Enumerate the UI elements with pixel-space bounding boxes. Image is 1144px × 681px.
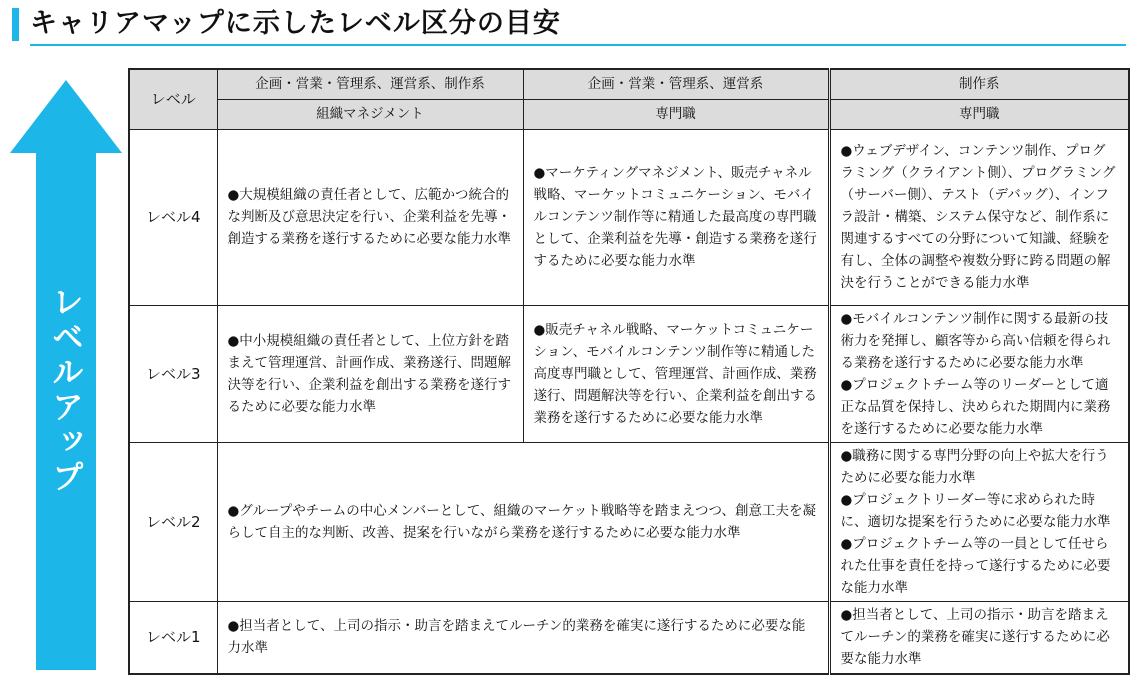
arrow-label: レベルアップ (47, 285, 85, 495)
cell-management (217, 305, 523, 442)
list-item: ●プロジェクトリーダー等に求められた時に、適切な提案を行うために必要な能力水準 (840, 491, 1111, 530)
level-header: レベル (129, 69, 217, 129)
col-group-management: 企画・営業・管理系、運営系、制作系 (217, 69, 523, 99)
cell-management (217, 129, 523, 305)
table-row-level3 (129, 305, 1129, 442)
list-item: ●プロジェクトチーム等のリーダーとして適正な品質を保持し、決められた期間内に業務を遂行するために必要な能力水準 (840, 376, 1111, 437)
list-item: ●マーケティングマネジメント、販売チャネル戦略、マーケットコミュニケーション、モバイルコンテンツ制作等に精通した最高度の専門職として、企業利益を先導・創造する業務を遂行するために必要な能力水準 (533, 165, 817, 269)
list-item: ●プロジェクトチーム等の一員として任せられた仕事を責任を持って遂行するために必要な能力水準 (840, 535, 1111, 596)
cell-production (829, 601, 1129, 674)
list-item: ●担当者として、上司の指示・助言を踏まえてルーチン的業務を確実に遂行するために必要な能力水準 (227, 618, 806, 657)
list-item: ●中小規模組織の責任者として、上位方針を踏まえて管理運営、計画作成、業務遂行、問題解決等を行い、企業利益を創出する業務を遂行するために必要な能力水準 (227, 332, 511, 415)
col-role-management: 組織マネジメント (217, 99, 523, 129)
list-item: ●販売チャネル戦略、マーケットコミュニケーション、モバイルコンテンツ制作等に精通した高度専門職として、管理運営、計画作成、業務遂行、問題解決等を行い、企業利益を創出する業務を遂行するために必要な能力水準 (533, 321, 817, 426)
list-item: ●大規模組織の責任者として、広範かつ統合的な判断及び意思決定を行い、企業利益を先導・創造する業務を遂行するために必要な能力水準 (227, 187, 511, 247)
cell-merged (217, 601, 829, 674)
col-role-production: 専門職 (829, 99, 1129, 129)
cell-specialist (523, 305, 829, 442)
table-row-level1 (129, 601, 1129, 674)
cell-production (829, 305, 1129, 442)
title-underline (30, 44, 1126, 46)
level-label: レベル1 (129, 601, 217, 674)
level-label: レベル2 (129, 442, 217, 601)
table-row-level4 (129, 129, 1129, 305)
cell-specialist (523, 129, 829, 305)
col-role-specialist: 専門職 (523, 99, 829, 129)
cell-production (829, 442, 1129, 601)
list-item: ●ウェブデザイン、コンテンツ制作、プログラミング（クライアント側）、プログラミング（サーバー側）、テスト（デバッグ）、インフラ設計・構築、システム保守など、制作系に関連するすべての分野について知識、経験を有し、全体の調整や複数分野に跨る問題の解決を行うことができる能力水準 (840, 143, 1116, 291)
list-item: ●担当者として、上司の指示・助言を踏まえてルーチン的業務を確実に遂行するために必要な能力水準 (840, 607, 1110, 668)
cell-merged (217, 442, 829, 601)
list-item: ●グループやチームの中心メンバーとして、組織のマーケット戦略等を踏まえつつ、創意工夫を凝らして自主的な判断、改善、提案を行いながら業務を遂行するために必要な能力水準 (227, 502, 816, 541)
table-row-level2 (129, 442, 1129, 601)
list-item: ●モバイルコンテンツ制作に関する最新の技術力を発揮し、顧客等から高い信頼を得られる業務を遂行するために必要な能力水準 (840, 310, 1111, 371)
list-item: ●職務に関する専門分野の向上や拡大を行うために必要な能力水準 (840, 447, 1109, 486)
career-level-table (128, 68, 1130, 675)
page-title: キャリアマップに示したレベル区分の目安 (30, 8, 561, 39)
title-accent-bar (12, 8, 19, 41)
cell-production (829, 129, 1129, 305)
col-group-specialist: 企画・営業・管理系、運営系 (523, 69, 829, 99)
col-group-production: 制作系 (829, 69, 1129, 99)
level-label: レベル4 (129, 129, 217, 305)
level-label: レベル3 (129, 305, 217, 442)
